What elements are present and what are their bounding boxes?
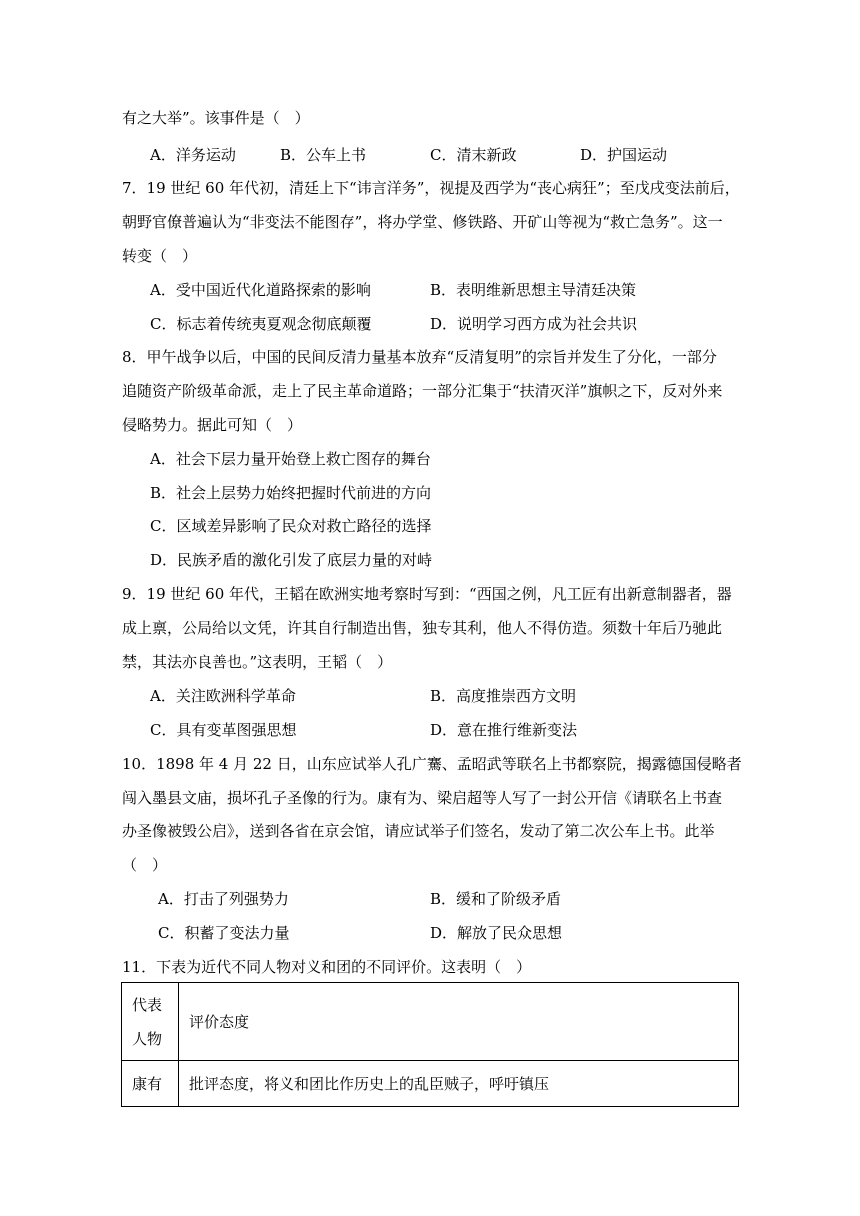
row-cell-figure: 康有 — [122, 1061, 179, 1107]
q10-stem-line-1: 10．1898 年 4 月 22 日，山东应试举人孔广騫、孟昭武等联名上书都察院，揭露德国侵略者 — [122, 755, 742, 773]
header-cell-attitude: 评价态度 — [179, 983, 739, 1061]
q6-option-b: B．公车上书 — [280, 146, 367, 164]
q6-option-a: A．洋务运动 — [150, 146, 236, 164]
q8-stem-line-3: 侵略势力。据此可知（ ） — [122, 416, 303, 434]
q8-option-d: D．民族矛盾的激化引发了底层力量的对峙 — [150, 551, 433, 569]
q6-stem-tail: 有之大举”。该事件是（ ） — [122, 109, 310, 127]
q9-option-d: D．意在推行维新变法 — [430, 721, 578, 739]
q7-option-c: C．标志着传统夷夏观念彻底颠覆 — [150, 315, 372, 333]
q8-stem-line-2: 追随资产阶级革命派，走上了民主革命道路；一部分汇集于“扶清灭洋”旗帜之下，反对外来 — [122, 382, 723, 400]
q10-stem-line-2: 闯入墨县文庙，损坏孔子圣像的行为。康有为、梁启超等人写了一封公开信《请联名上书查 — [122, 789, 723, 807]
q7-option-a: A．受中国近代化道路探索的影响 — [150, 281, 371, 299]
q10-option-d: D．解放了民众思想 — [430, 924, 563, 942]
q8-option-b: B．社会上层势力始终把握时代前进的方向 — [150, 484, 432, 502]
q7-stem-line-2: 朝野官僚普遍认为“非变法不能图存”，将办学堂、修铁路、开矿山等视为“救亡急务”。这一 — [122, 213, 723, 231]
q9-option-a: A．关注欧洲科学革命 — [150, 687, 296, 705]
q6-option-d: D．护国运动 — [580, 146, 668, 164]
q7-stem-line-3: 转变（ ） — [122, 247, 198, 265]
q8-option-a: A．社会下层力量开始登上救亡图存的舞台 — [150, 450, 431, 468]
header-figure-line-1: 代表 — [132, 995, 163, 1014]
q9-stem-line-1: 9．19 世纪 60 年代，王韬在欧洲实地考察时写到：“西国之例，凡工匠有出新意制器者，器 — [122, 585, 732, 603]
q9-stem-line-2: 成上禀，公局给以文凭，许其自行制造出售，独专其利，他人不得仿造。须数十年后乃驰此 — [122, 619, 723, 637]
q10-stem-line-3: 办圣像被毁公启》，送到各省在京会馆，请应试举子们签名，发动了第二次公车上书。此举 — [122, 822, 715, 840]
header-cell-figure — [122, 983, 179, 1061]
q10-option-b: B．缓和了阶级矛盾 — [430, 890, 562, 908]
q10-option-c: C．积蓄了变法力量 — [158, 924, 290, 942]
table-header-row — [122, 983, 739, 1061]
q8-stem-line-1: 8．甲午战争以后，中国的民间反清力量基本放弃“反清复明”的宗旨并发生了分化，一部分 — [122, 348, 717, 366]
q11-stem: 11．下表为近代不同人物对义和团的不同评价。这表明（ ） — [122, 958, 532, 976]
q7-option-b: B．表明维新思想主导清廷决策 — [430, 281, 637, 299]
q9-stem-line-3: 禁，其法亦良善也。”这表明，王韬（ ） — [122, 653, 393, 671]
q8-option-c: C．区域差异影响了民众对救亡路径的选择 — [150, 517, 432, 535]
evaluation-table — [121, 982, 739, 1107]
row-cell-attitude: 批评态度，将义和团比作历史上的乱臣贼子，呼吁镇压 — [179, 1061, 739, 1107]
q10-option-a: A．打击了列强势力 — [158, 890, 289, 908]
q6-option-c: C．清末新政 — [430, 146, 517, 164]
q7-stem-line-1: 7．19 世纪 60 年代初，清廷上下“讳言洋务”，视提及西学为“丧心病狂”；至戊戌变法前后， — [122, 179, 740, 197]
q9-option-b: B．高度推崇西方文明 — [430, 687, 577, 705]
q7-option-d: D．说明学习西方成为社会共识 — [430, 315, 638, 333]
table-row — [122, 1061, 739, 1107]
q10-stem-line-4: （ ） — [122, 856, 168, 874]
q9-option-c: C．具有变革图强思想 — [150, 721, 297, 739]
header-figure-line-2: 人物 — [132, 1029, 163, 1048]
